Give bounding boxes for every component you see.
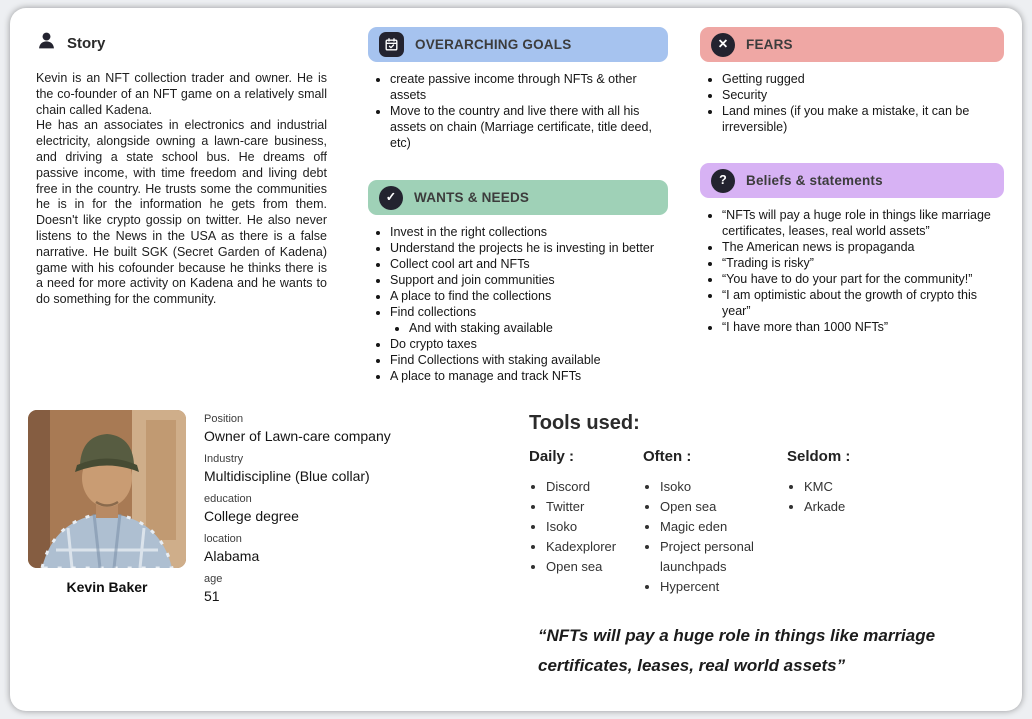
tool-item: • KMC: [804, 477, 917, 497]
list-item: • And with staking available: [409, 320, 668, 336]
field-value: 51: [204, 588, 220, 604]
list-item: • “I have more than 1000 NFTs”: [722, 319, 1004, 335]
profile-field: [204, 413, 419, 444]
profile-field: [204, 533, 419, 564]
tool-item: • Magic eden: [660, 517, 787, 537]
story-title: Story: [67, 34, 106, 52]
goals-title: OVERARCHING GOALS: [415, 37, 572, 52]
tools-column-label: Often :: [643, 448, 692, 465]
field-label: location: [204, 533, 242, 545]
tool-item: • Arkade: [804, 497, 917, 517]
profile-photo: [28, 410, 186, 568]
tools-column-label: Daily :: [529, 448, 575, 465]
tool-item: • Open sea: [660, 497, 787, 517]
list-item: • “Trading is risky”: [722, 255, 1004, 271]
tools-section: [529, 412, 999, 597]
tools-column-seldom: [787, 448, 917, 597]
list-item: • “You have to do your part for the community!”: [722, 271, 1004, 287]
list-item: • A place to find the collections: [390, 288, 668, 304]
story-paragraph: Kevin is an NFT collection trader and owner. He is the co-founder of an NFT game on a relatively small chain called Kadena.: [36, 71, 327, 117]
list-item: • Invest in the right collections: [390, 224, 668, 240]
wants-section: [368, 180, 668, 384]
tool-item: • Twitter: [546, 497, 643, 517]
wants-header: [368, 180, 668, 215]
field-value: Multidiscipline (Blue collar): [204, 468, 370, 484]
story-paragraph: He has an associates in electronics and industrial electricity, alongside owning a lawn-care business, and driving a state school bus. He dreams off passive income, with time freedom and living debt free in the country. He trusts some the communities he is in for the information he gets from them. Doesn't like crypto gossip on twitter. He also never listens to the News in the USA as there is a false narrative. He built SGK (Secret Garden of Kadena) game with his cofounder because he thinks there is a need for more activity on Kadena and he wants to do something for the community.: [36, 118, 327, 307]
field-value: Owner of Lawn-care company: [204, 428, 391, 444]
tool-item: • Discord: [546, 477, 643, 497]
tools-title: Tools used:: [529, 412, 640, 434]
beliefs-title: Beliefs & statements: [746, 173, 883, 188]
tools-often-list: [643, 477, 787, 597]
person-icon: [36, 30, 57, 56]
fears-section: [700, 27, 1004, 135]
tools-column-daily: [529, 448, 643, 597]
x-icon: ✕: [711, 33, 735, 57]
tools-column-label: Seldom :: [787, 448, 851, 465]
beliefs-list: [700, 207, 1004, 335]
list-item: • “NFTs will pay a huge role in things like marriage certificates, leases, real world assets”: [722, 207, 1004, 239]
profile-field: [204, 453, 419, 484]
fears-header: [700, 27, 1004, 62]
tools-seldom-list: [787, 477, 917, 517]
list-item: • A place to manage and track NFTs: [390, 368, 668, 384]
list-item: • Getting rugged: [722, 71, 1004, 87]
profile-fields: [204, 413, 419, 613]
field-label: age: [204, 573, 223, 585]
list-item: • Find collections: [390, 304, 668, 320]
tools-column-often: [643, 448, 787, 597]
fears-list: [700, 71, 1004, 135]
tool-item: • Isoko: [660, 477, 787, 497]
profile-field: [204, 573, 419, 604]
beliefs-section: [700, 163, 1004, 335]
tools-columns: [529, 448, 999, 597]
profile-field: [204, 493, 419, 524]
tool-item: • Hypercent: [660, 577, 787, 597]
field-value: Alabama: [204, 548, 260, 564]
list-item: • Move to the country and live there with all his assets on chain (Marriage certificate, title deed, etc): [390, 103, 668, 151]
tool-item: • Open sea: [546, 557, 643, 577]
field-label: education: [204, 493, 252, 505]
list-item: • Security: [722, 87, 1004, 103]
list-item: • The American news is propaganda: [722, 239, 1004, 255]
field-label: Industry: [204, 453, 244, 465]
list-item: • “I am optimistic about the growth of crypto this year”: [722, 287, 1004, 319]
list-item: • Support and join communities: [390, 272, 668, 288]
beliefs-header: [700, 163, 1004, 198]
list-item: • Collect cool art and NFTs: [390, 256, 668, 272]
list-item: • Understand the projects he is investing in better: [390, 240, 668, 256]
question-icon: ?: [711, 169, 735, 193]
list-item: • Land mines (if you make a mistake, it can be irreversible): [722, 103, 1004, 135]
goals-section: [368, 27, 668, 151]
tool-item: • Isoko: [546, 517, 643, 537]
tools-daily-list: [529, 477, 643, 577]
fears-title: FEARS: [746, 37, 793, 52]
field-label: Position: [204, 413, 244, 425]
list-item: • Find Collections with staking available: [390, 352, 668, 368]
story-section: [36, 30, 327, 308]
list-item: • create passive income through NFTs & other assets: [390, 71, 668, 103]
calendar-check-icon: [379, 32, 404, 57]
persona-quote: “NFTs will pay a huge role in things like marriage certificates, leases, real world assets”: [538, 626, 936, 675]
check-icon: ✓: [379, 186, 403, 210]
goals-header: [368, 27, 668, 62]
story-header: [36, 30, 327, 56]
wants-title: WANTS & NEEDS: [414, 190, 530, 205]
wants-list: [368, 224, 668, 384]
tool-item: • Kadexplorer: [546, 537, 643, 557]
field-value: College degree: [204, 508, 299, 524]
profile-name: Kevin Baker: [66, 579, 148, 595]
story-text: [36, 71, 327, 308]
goals-list: [368, 71, 668, 151]
list-item: • Do crypto taxes: [390, 336, 668, 352]
tool-item: • Project personal launchpads: [660, 537, 787, 577]
